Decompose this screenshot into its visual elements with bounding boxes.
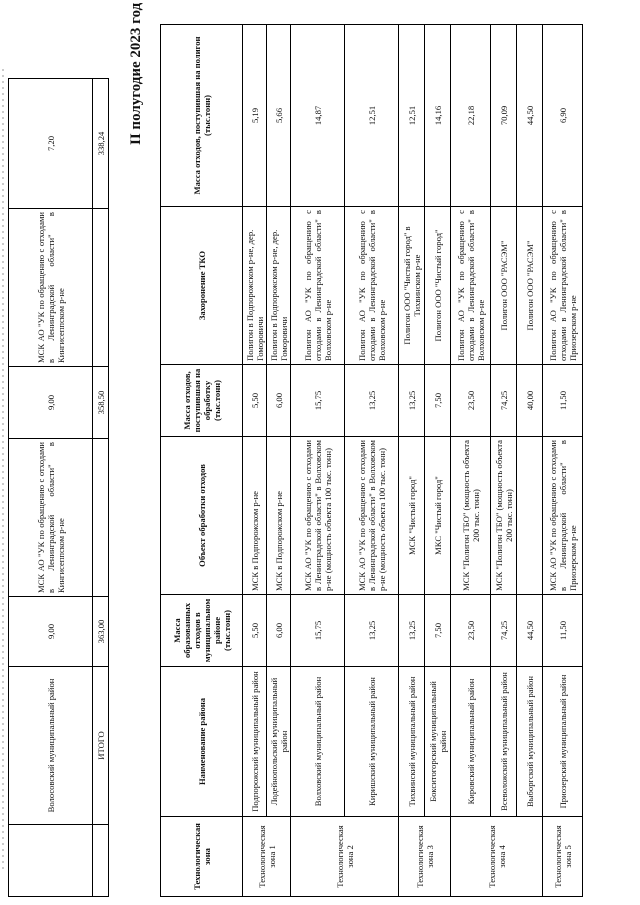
total-label: ИТОГО — [93, 667, 109, 825]
generated-cell: 15,75 — [291, 595, 345, 667]
facility-cell: МСК АО "УК по обращению с отходами в Ленинградской области" в Приозерском р-не — [543, 437, 583, 595]
district-cell: Приозерский муниципальный район — [543, 667, 583, 817]
total-landfill-mass: 338,24 — [93, 79, 109, 209]
table-cell — [93, 825, 109, 897]
header-generated: Масса образованных отходов в муниципальном районе (тыс.тонн) — [161, 595, 243, 667]
continuation-table — [8, 78, 109, 897]
facility-cell: МСК АО "УК по обращению с отходами в Ленинградской области" в Кингисеппском р-не — [9, 439, 93, 597]
district-cell: Кировский муниципальный район — [451, 667, 491, 817]
zone-cell: Технологическая зона 4 — [451, 817, 543, 897]
landfill-cell: Полигон ООО "РАСЭМ" — [517, 207, 543, 365]
district-cell: Тихвинский муниципальный район — [399, 667, 425, 817]
district-cell: Киришский муниципальный район — [345, 667, 399, 817]
header-landfill: Захоронение ТКО — [161, 207, 243, 365]
table-row — [243, 25, 267, 897]
landfill-cell: Полигон ООО "Чистый город" в Тихвинском р-не — [399, 207, 425, 365]
total-generated: 363,00 — [93, 597, 109, 667]
facility-cell: МСК "Полигон ТБО" (мощность объекта 200 тыс. тонн) — [491, 437, 517, 595]
district-cell: Лодейнопольский муниципальный район — [267, 667, 291, 817]
landfill-cell: Полигон в Подпорожском р-не, дер. Гоморовичи — [267, 207, 291, 365]
generated-cell: 11,50 — [543, 595, 583, 667]
landfill-mass-cell: 14,87 — [291, 25, 345, 207]
processed-cell: 7,50 — [425, 365, 451, 437]
landfill-mass-cell: 12,51 — [399, 25, 425, 207]
landfill-mass-cell: 14,16 — [425, 25, 451, 207]
table-row — [267, 25, 291, 897]
table-row — [9, 79, 93, 897]
processed-cell: 5,50 — [243, 365, 267, 437]
zone-cell: Технологическая зона 2 — [291, 817, 399, 897]
generated-cell: 44,50 — [517, 595, 543, 667]
header-zone: Технологическая зона — [161, 817, 243, 897]
generated-cell: 6,00 — [267, 595, 291, 667]
landfill-mass-cell: 5,19 — [243, 25, 267, 207]
facility-cell: МСК АО "УК по обращению с отходами в Ленинградской области" в Волховском р-не (мощность объекта 100 тыс. тонн) — [291, 437, 345, 595]
district-cell: Бокситогорский муниципальный район — [425, 667, 451, 817]
processed-cell: 13,25 — [345, 365, 399, 437]
district-cell: Подпорожский муниципальный район — [243, 667, 267, 817]
header-facility: Объект обработки отходов — [161, 437, 243, 595]
table-cell — [9, 825, 93, 897]
processed-cell: 13,25 — [399, 365, 425, 437]
table-cell — [93, 209, 109, 367]
processed-cell: 23,50 — [451, 365, 491, 437]
table-row — [451, 25, 491, 897]
total-row — [93, 79, 109, 897]
landfill-mass-cell: 5,66 — [267, 25, 291, 207]
landfill-mass-cell: 12,51 — [345, 25, 399, 207]
facility-cell: МСК в Подпорожском р-не — [243, 437, 267, 595]
processed-cell: 11,50 — [543, 365, 583, 437]
landfill-cell: Полигон АО "УК по обращению с отходами в Ленинградской области" в Волховском р-не — [291, 207, 345, 365]
header-district: Наименование района — [161, 667, 243, 817]
landfill-cell: Полигон АО "УК по обращению с отходами в Ленинградской области" в Приозерском р-не — [543, 207, 583, 365]
landfill-cell: Полигон АО "УК по обращению с отходами в Ленинградской области" в Волховском р-не — [451, 207, 491, 365]
district-cell: Волосовский муниципальный район — [9, 667, 93, 825]
zone-cell: Технологическая зона 3 — [399, 817, 451, 897]
header-row — [161, 25, 243, 897]
table-row — [543, 25, 583, 897]
landfill-mass-cell: 7,20 — [9, 79, 93, 209]
table-row — [345, 25, 399, 897]
landfill-mass-cell: 70,09 — [491, 25, 517, 207]
generated-cell: 5,50 — [243, 595, 267, 667]
facility-cell — [517, 437, 543, 595]
table-row — [425, 25, 451, 897]
landfill-cell: Полигон ООО "РАСЭМ" — [491, 207, 517, 365]
zone-cell: Технологическая зона 1 — [243, 817, 291, 897]
generated-cell: 23,50 — [451, 595, 491, 667]
processed-cell: 74,25 — [491, 365, 517, 437]
processed-cell: 15,75 — [291, 365, 345, 437]
generated-cell: 74,25 — [491, 595, 517, 667]
district-cell: Всеволожский муниципальный район — [491, 667, 517, 817]
facility-cell: МСК в Подпорожском р-не — [267, 437, 291, 595]
landfill-cell: Полигон АО "УК по обращению с отходами в Ленинградской области" в Волховском р-не — [345, 207, 399, 365]
generated-cell: 9,00 — [9, 597, 93, 667]
processed-cell: 6,00 — [267, 365, 291, 437]
total-processed: 358,50 — [93, 367, 109, 439]
facility-cell: МСК АО "УК по обращению с отходами в Ленинградской области" в Волховском р-не (мощность объекта 100 тыс. тонн) — [345, 437, 399, 595]
generated-cell: 7,50 — [425, 595, 451, 667]
landfill-mass-cell: 22,18 — [451, 25, 491, 207]
header-processed: Масса отходов, поступившая на обработку (тыс.тонн) — [161, 365, 243, 437]
facility-cell: МКС "Чистый город" — [425, 437, 451, 595]
table-row — [517, 25, 543, 897]
district-cell: Волховский муниципальный район — [291, 667, 345, 817]
landfill-cell: Полигон в Подпорожском р-не, дер. Гоморовичи — [243, 207, 267, 365]
table-row — [291, 25, 345, 897]
generated-cell: 13,25 — [345, 595, 399, 667]
processed-cell: 40,00 — [517, 365, 543, 437]
facility-cell: МСК "Чистый город" — [399, 437, 425, 595]
header-landfill-mass: Масса отходов, поступившая на полигон (тыс.тонн) — [161, 25, 243, 207]
section-title: II полугодие 2023 год — [128, 2, 144, 145]
table-cell — [93, 439, 109, 597]
landfill-cell: Полигон ООО "Чистый город" — [425, 207, 451, 365]
facility-cell: МСК "Полигон ТБО" (мощность объекта 200 тыс. тонн) — [451, 437, 491, 595]
table-row — [491, 25, 517, 897]
table-row — [399, 25, 425, 897]
district-cell: Выборгский муниципальный район — [517, 667, 543, 817]
waste-table — [160, 24, 583, 897]
generated-cell: 13,25 — [399, 595, 425, 667]
landfill-cell: МСК АО "УК по обращению с отходами в Ленинградской области" в Кингисеппском р-не — [9, 209, 93, 367]
binding-marks — [2, 69, 4, 869]
landfill-mass-cell: 44,50 — [517, 25, 543, 207]
zone-cell: Технологическая зона 5 — [543, 817, 583, 897]
processed-cell: 9,00 — [9, 367, 93, 439]
landfill-mass-cell: 6,90 — [543, 25, 583, 207]
